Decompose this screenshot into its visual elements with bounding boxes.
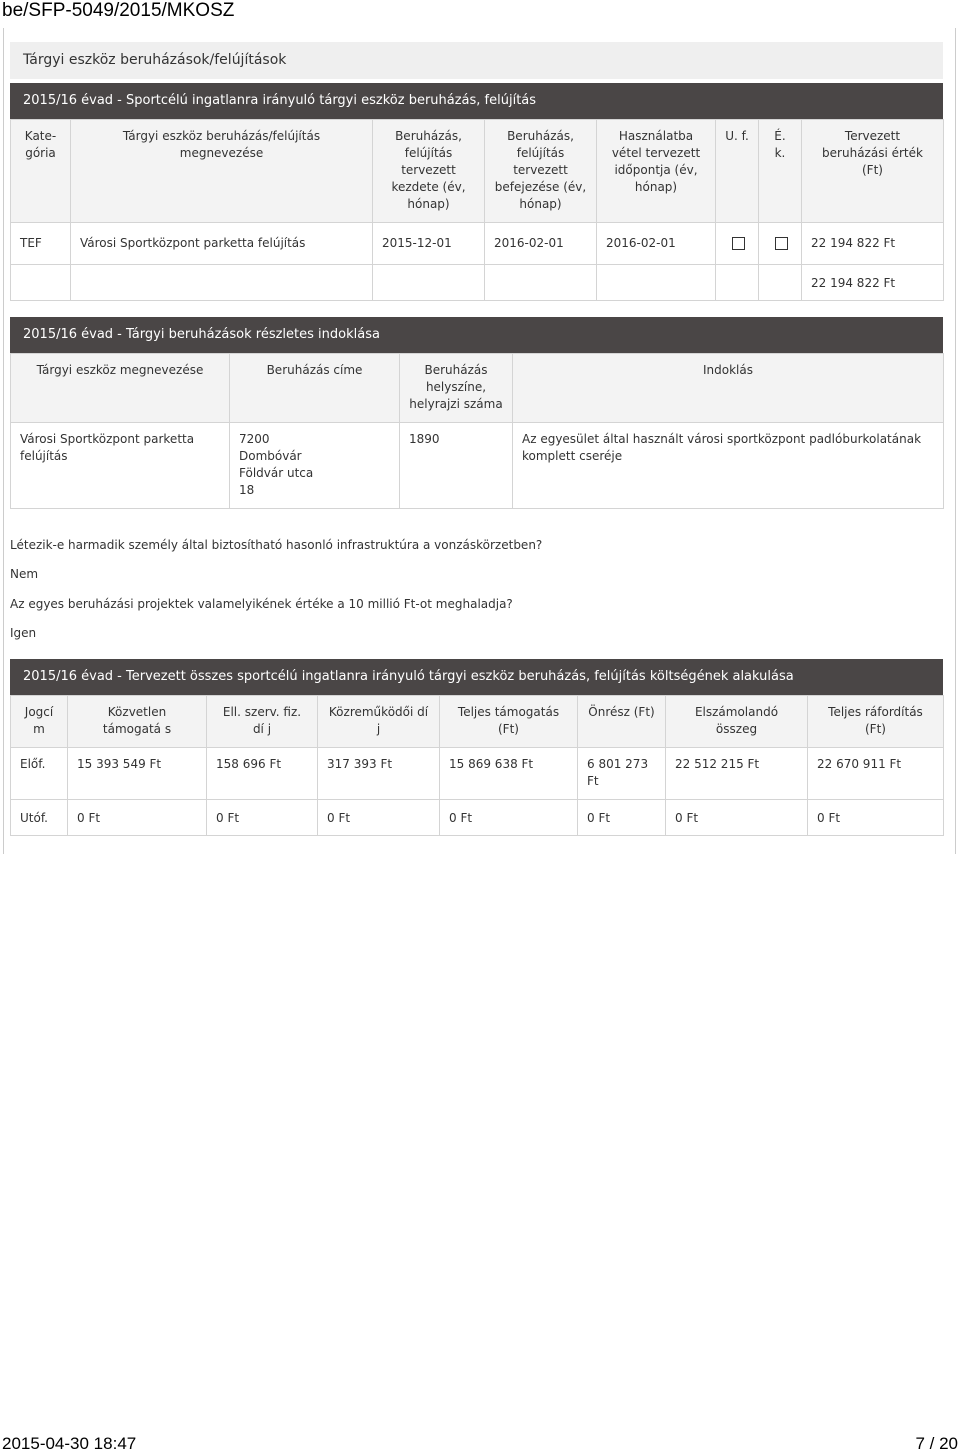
costs-cell: 0 Ft bbox=[666, 800, 808, 836]
footer-datetime: 2015-04-30 18:47 bbox=[2, 1434, 137, 1453]
costs-table bbox=[10, 695, 944, 836]
header-value: Tervezett beruházási érték (Ft) bbox=[802, 120, 944, 223]
cell-reason: Az egyesület által használt városi sportközpont padlóburkolatának komplett cseréje bbox=[513, 423, 944, 509]
costs-cell: Utóf. bbox=[11, 800, 68, 836]
cell-location: 1890 bbox=[400, 423, 513, 509]
answer-infrastructure: Nem bbox=[10, 567, 39, 581]
table-row bbox=[11, 223, 944, 265]
costs-cell: 0 Ft bbox=[318, 800, 440, 836]
costs-cell: 6 801 273 Ft bbox=[578, 748, 666, 800]
document-id: be/SFP-5049/2015/MKOSZ bbox=[2, 0, 235, 21]
table-row bbox=[11, 423, 944, 509]
costs-cell: 0 Ft bbox=[808, 800, 944, 836]
cell-address bbox=[230, 423, 400, 509]
address-street: Földvár utca bbox=[239, 466, 314, 480]
costs-header-5: Önrész (Ft) bbox=[578, 696, 666, 748]
table-row bbox=[11, 800, 944, 836]
header-uf: U. f. bbox=[716, 120, 759, 223]
investment-table bbox=[10, 119, 944, 301]
cell-start: 2015-12-01 bbox=[373, 223, 485, 265]
footer-page-number: 7 / 20 bbox=[915, 1434, 958, 1453]
header-start: Beruházás, felújítás tervezett kezdete (év, hónap) bbox=[373, 120, 485, 223]
header-asset: Tárgyi eszköz megnevezése bbox=[11, 354, 230, 423]
cell-asset-name: Városi Sportközpont parketta felújítás bbox=[71, 223, 373, 265]
address-number: 18 bbox=[239, 483, 255, 497]
costs-cell: 15 869 638 Ft bbox=[440, 748, 578, 800]
cell-asset: Városi Sportközpont parketta felújítás bbox=[11, 423, 230, 509]
section-investment-header: 2015/16 évad - Sportcélú ingatlanra irányuló tárgyi eszköz beruházás, felújítás bbox=[10, 83, 943, 119]
header-asset-name: Tárgyi eszköz beruházás/felújítás megnevezése bbox=[71, 120, 373, 223]
costs-cell: Előf. bbox=[11, 748, 68, 800]
costs-cell: 317 393 Ft bbox=[318, 748, 440, 800]
justification-table bbox=[10, 353, 944, 509]
cell-total-value: 22 194 822 Ft bbox=[802, 265, 944, 301]
costs-cell: 0 Ft bbox=[68, 800, 207, 836]
costs-cell: 22 670 911 Ft bbox=[808, 748, 944, 800]
costs-cell: 0 Ft bbox=[578, 800, 666, 836]
table-total-row bbox=[11, 265, 944, 301]
costs-header-7: Teljes ráfordítás (Ft) bbox=[808, 696, 944, 748]
header-address: Beruházás címe bbox=[230, 354, 400, 423]
costs-cell: 158 696 Ft bbox=[207, 748, 318, 800]
header-category: Kate-gória bbox=[11, 120, 71, 223]
header-location: Beruházás helyszíne, helyrajzi száma bbox=[400, 354, 513, 423]
question-infrastructure: Létezik-e harmadik személy által biztosítható hasonló infrastruktúra a vonzáskörzetben? bbox=[10, 538, 543, 552]
header-ek: É. k. bbox=[759, 120, 802, 223]
cell-value: 22 194 822 Ft bbox=[802, 223, 944, 265]
cell-end: 2016-02-01 bbox=[485, 223, 597, 265]
section-justification-header: 2015/16 évad - Tárgyi beruházások részletes indoklása bbox=[10, 317, 943, 353]
costs-header-1: Közvetlen támogatá s bbox=[68, 696, 207, 748]
table-row bbox=[11, 748, 944, 800]
header-end: Beruházás, felújítás tervezett befejezése (év, hónap) bbox=[485, 120, 597, 223]
address-zip: 7200 bbox=[239, 432, 270, 446]
page-title: Tárgyi eszköz beruházások/felújítások bbox=[10, 42, 943, 79]
costs-header-0: Jogcí m bbox=[11, 696, 68, 748]
costs-header-6: Elszámolandó összeg bbox=[666, 696, 808, 748]
question-over-10-million: Az egyes beruházási projektek valamelyikének értéke a 10 millió Ft-ot meghaladja? bbox=[10, 597, 513, 611]
cell-use-date: 2016-02-01 bbox=[597, 223, 716, 265]
costs-header-2: Ell. szerv. fiz. dí j bbox=[207, 696, 318, 748]
header-reason: Indoklás bbox=[513, 354, 944, 423]
costs-cell: 22 512 215 Ft bbox=[666, 748, 808, 800]
address-city: Dombóvár bbox=[239, 449, 302, 463]
header-use-date: Használatba vétel tervezett időpontja (év, hónap) bbox=[597, 120, 716, 223]
costs-cell: 0 Ft bbox=[207, 800, 318, 836]
costs-header-4: Teljes támogatás (Ft) bbox=[440, 696, 578, 748]
costs-header-3: Közreműködői dí j bbox=[318, 696, 440, 748]
uf-checkbox[interactable] bbox=[732, 237, 745, 250]
costs-cell: 0 Ft bbox=[440, 800, 578, 836]
cell-category: TEF bbox=[11, 223, 71, 265]
ek-checkbox[interactable] bbox=[775, 237, 788, 250]
costs-cell: 15 393 549 Ft bbox=[68, 748, 207, 800]
answer-over-10-million: Igen bbox=[10, 626, 37, 640]
section-costs-header: 2015/16 évad - Tervezett összes sportcélú ingatlanra irányuló tárgyi eszköz beruházás, felújítás költségének alakulása bbox=[10, 659, 943, 695]
